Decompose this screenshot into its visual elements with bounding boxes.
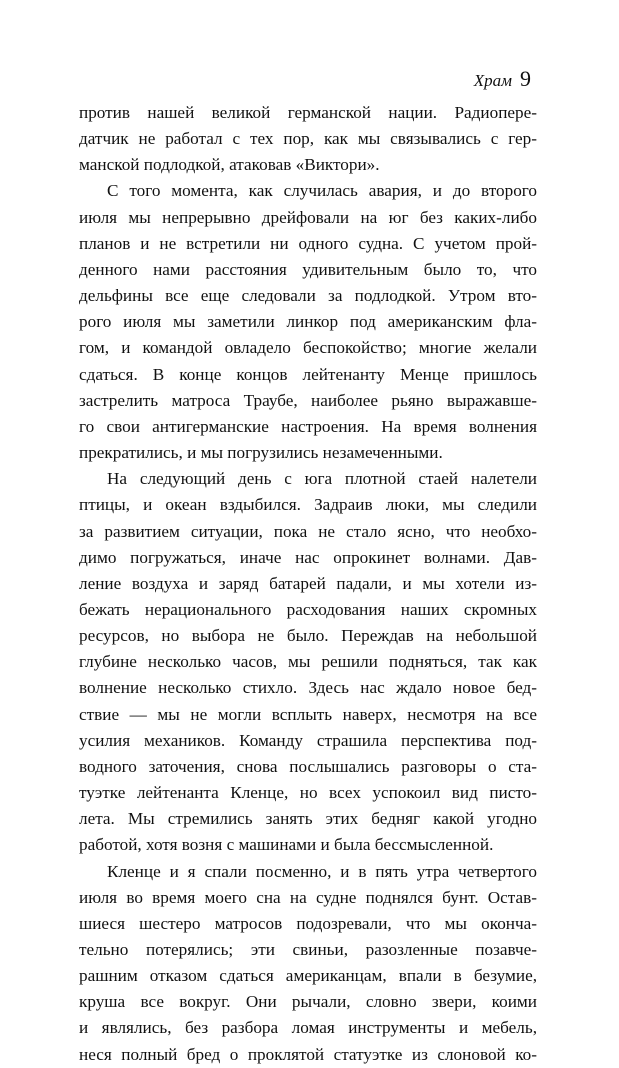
text-line: димо погружаться, иначе нас опрокинет волнами. Дав- [79, 547, 537, 567]
text-line: июля во время моего сна на судне поднялся бунт. Остав- [79, 887, 537, 907]
text-line: планов и не встретили ни одного судна. С учетом прой- [79, 233, 537, 253]
paragraph [79, 100, 537, 178]
paragraph [79, 859, 537, 1068]
text-line: усилия механиков. Команду страшила перспектива под- [79, 730, 537, 750]
text-line: ствие — мы не могли всплыть наверх, несмотря на все [79, 704, 537, 724]
text-line: С того момента, как случилась авария, и до второго [107, 181, 537, 201]
paragraph [79, 178, 537, 466]
text-line: прекратились, и мы погрузились незамеченными. [79, 443, 443, 463]
page-number: 9 [520, 66, 531, 91]
text-line: застрелить матроса Траубе, наиболее рьяно выражавше- [79, 390, 537, 410]
text-line: манской подлодкой, атаковав «Виктори». [79, 155, 380, 175]
body-text [79, 100, 537, 1068]
text-line: круша все вокруг. Они рычали, словно звери, коими [79, 992, 537, 1012]
running-header [474, 66, 531, 92]
text-line: июля мы непрерывно дрейфовали на юг без каких-либо [79, 207, 537, 227]
text-line: птицы, и океан вздыбился. Задраив люки, мы следили [79, 495, 537, 515]
text-line: Кленце и я спали посменно, и в пять утра четвертого [107, 861, 537, 881]
chapter-title: Храм [473, 71, 512, 90]
text-line: глубине несколько часов, мы решили подняться, так как [79, 652, 537, 672]
text-line: тельно потерялись; эти свиньи, разозленные позавче- [79, 940, 537, 959]
text-line: рого июля мы заметили линкор под американским фла- [79, 312, 537, 332]
text-line: ление воздуха и заряд батарей падали, и мы хотели из- [79, 573, 537, 593]
text-line: водного заточения, снова послышались разговоры о ста- [79, 756, 537, 776]
text-line: и являлись, без разбора ломая инструменты и мебель, [79, 1018, 537, 1038]
text-line: ресурсов, но выбора не было. Переждав на небольшой [79, 626, 537, 646]
paragraph [79, 466, 537, 858]
text-line: сдаться. В конце концов лейтенанту Менце пришлось [79, 364, 537, 384]
text-line: На следующий день с юга плотной стаей налетели [107, 469, 537, 489]
text-line: неся полный бред о проклятой статуэтке из слоновой ко- [79, 1044, 537, 1064]
text-line: лета. Мы стремились занять этих бедняг какой угодно [79, 809, 537, 829]
text-line: рашним отказом сдаться американцам, впали в безумие, [79, 966, 537, 986]
text-line: работой, хотя возня с машинами и была бессмысленной. [79, 835, 494, 855]
text-line: волнение несколько стихло. Здесь нас ждало новое бед- [79, 678, 537, 698]
text-line: денного нами расстояния удивительным было то, что [79, 259, 537, 279]
text-line: против нашей великой германской нации. Радиопере- [79, 103, 537, 122]
text-line: датчик не работал с тех пор, как мы связывались с гер- [79, 129, 537, 149]
text-line: дельфины все еще следовали за подлодкой. Утром вто- [79, 286, 537, 306]
text-line: гом, и командой овладело беспокойство; многие желали [79, 338, 537, 358]
text-line: го свои антигерманские настроения. На время волнения [79, 416, 537, 436]
text-line: бежать нерационального расходования наших скромных [79, 599, 537, 619]
text-line: шиеся шестеро матросов подозревали, что мы оконча- [79, 913, 537, 933]
text-line: туэтке лейтенанта Кленце, но всех успокоил вид писто- [79, 783, 537, 803]
text-line: за развитием ситуации, пока не стало ясно, что необхо- [79, 521, 537, 541]
